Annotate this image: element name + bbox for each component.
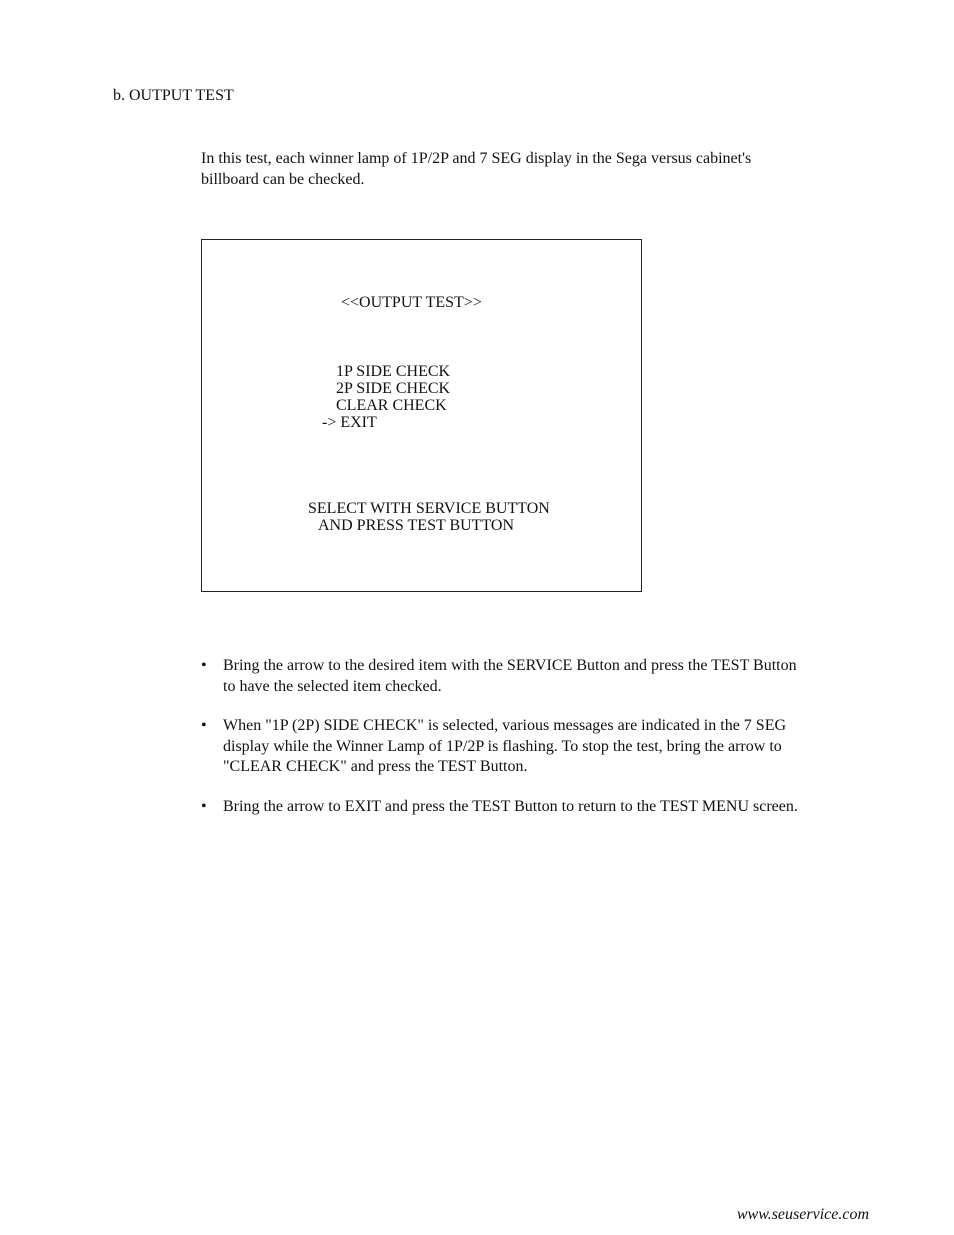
- menu-item-2p-side-check: 2P SIDE CHECK: [336, 380, 451, 397]
- screen-title: <<OUTPUT TEST>>: [341, 294, 482, 311]
- menu-item-exit-selected: -> EXIT: [322, 414, 377, 431]
- screen-instruction-line-1: SELECT WITH SERVICE BUTTON: [308, 500, 550, 517]
- instruction-list: [201, 656, 811, 836]
- section-heading: b. OUTPUT TEST: [113, 87, 234, 104]
- bullet-icon: •: [201, 797, 207, 815]
- list-item-text: Bring the arrow to EXIT and press the TEST Button to return to the TEST MENU screen.: [223, 797, 798, 815]
- bullet-icon: •: [201, 657, 207, 674]
- menu-item-1p-side-check: 1P SIDE CHECK: [336, 363, 451, 380]
- list-item: [201, 797, 811, 818]
- bullet-icon: •: [201, 717, 207, 734]
- list-item: [201, 656, 811, 697]
- list-item-text: When "1P (2P) SIDE CHECK" is selected, various messages are indicated in the 7 SEG display while the Winner Lamp of 1P/2P is flashing. To stop the test, bring the arrow to "CLEAR CHECK" and press the TEST Button.: [223, 717, 787, 775]
- list-item-text: Bring the arrow to the desired item with the SERVICE Button and press the TEST Button to have the selected item checked.: [223, 657, 797, 695]
- list-item: [201, 716, 811, 778]
- screen-instruction-line-2: AND PRESS TEST BUTTON: [318, 517, 515, 534]
- footer-url: www.seuservice.com: [736, 1206, 869, 1223]
- test-screen-panel: [201, 239, 642, 592]
- intro-paragraph: In this test, each winner lamp of 1P/2P and 7 SEG display in the Sega versus cabinet's billboard can be checked.: [201, 150, 752, 188]
- menu-item-clear-check: CLEAR CHECK: [336, 397, 447, 414]
